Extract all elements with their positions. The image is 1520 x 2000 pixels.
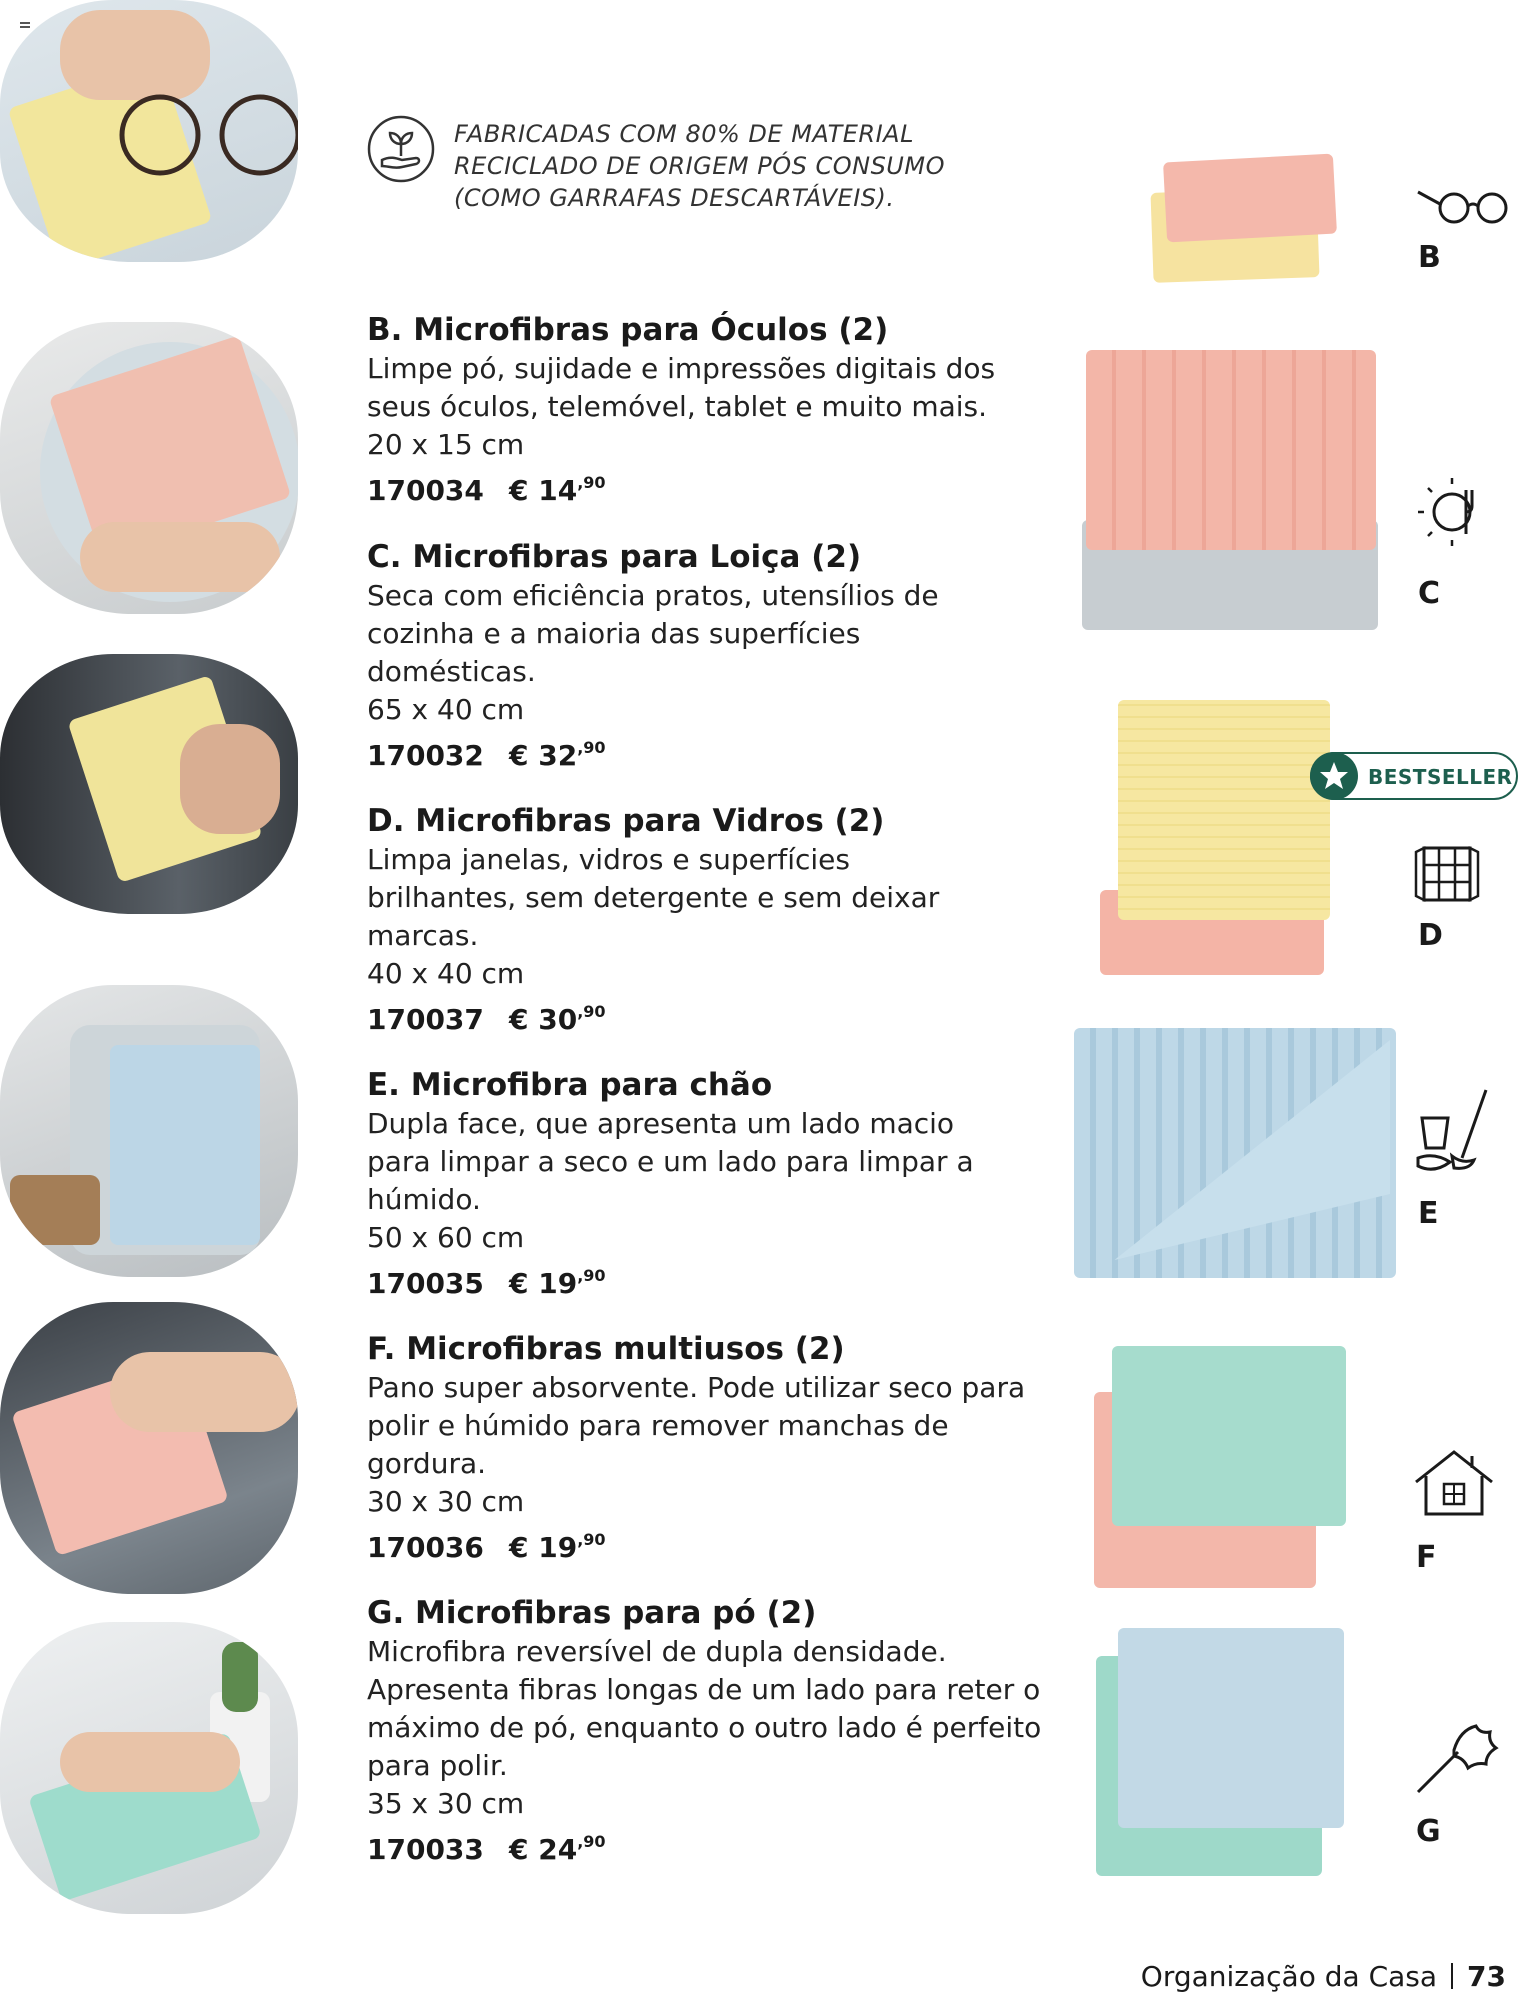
- eco-note-line: FABRICADAS COM 80% DE MATERIAL: [454, 120, 914, 148]
- product-code: 170037: [367, 1003, 484, 1036]
- product-description: Dupla face, que apresenta um lado macio para limpar a seco e um lado para limpar a húmido.: [367, 1107, 974, 1216]
- eco-note: [454, 118, 1014, 214]
- photo-glasses-cleaning: [0, 0, 298, 262]
- house-icon: [1412, 1448, 1496, 1518]
- photo-car-cleaning: [0, 1302, 298, 1594]
- photo-dusting: [0, 1622, 298, 1914]
- product-size: 40 x 40 cm: [367, 957, 525, 990]
- product-code: 170036: [367, 1531, 484, 1564]
- product-letter: B: [1418, 240, 1441, 275]
- product-price-row: [367, 1521, 1047, 1567]
- product-price-row: [367, 1823, 1047, 1869]
- product-description: Limpe pó, sujidade e impressões digitais dos seus óculos, telemóvel, tablet e muito mais.: [367, 352, 996, 423]
- product-price-cents: ,90: [577, 1266, 606, 1285]
- product-size: 65 x 40 cm: [367, 693, 525, 726]
- product-price-cents: ,90: [577, 1002, 606, 1021]
- product-code: 170032: [367, 739, 484, 772]
- photo-window-cleaning: [0, 654, 298, 914]
- product-price-cents: ,90: [577, 1530, 606, 1549]
- product-letter: E: [1418, 1196, 1439, 1231]
- bestseller-badge: [1310, 752, 1518, 800]
- product-price-row: [367, 993, 1047, 1039]
- product-letter: F: [1416, 1540, 1437, 1575]
- product-price: € 24: [509, 1833, 578, 1866]
- product-title: C. Microfibras para Loiça (2): [367, 539, 862, 575]
- window-icon: [1414, 844, 1480, 904]
- product-f: [367, 1329, 1047, 1567]
- product-description: Limpa janelas, vidros e superfícies brilhantes, sem detergente e sem deixar marcas.: [367, 843, 940, 952]
- feather-duster-icon: [1414, 1720, 1500, 1796]
- mop-bucket-icon: [1414, 1086, 1494, 1176]
- product-price-cents: ,90: [577, 1832, 606, 1851]
- page-number: 73: [1467, 1960, 1506, 1993]
- product-description: Seca com eficiência pratos, utensílios de cozinha e a maioria das superfícies domésticas.: [367, 579, 939, 688]
- product-letter: G: [1416, 1814, 1441, 1849]
- product-c: [367, 537, 1047, 775]
- product-price: € 30: [509, 1003, 578, 1036]
- section-name: Organização da Casa: [1140, 1960, 1438, 1993]
- product-b: [367, 310, 1047, 510]
- product-price-cents: ,90: [577, 473, 606, 492]
- product-title: G. Microfibras para pó (2): [367, 1595, 817, 1631]
- product-price: € 19: [509, 1531, 578, 1564]
- product-size: 30 x 30 cm: [367, 1485, 525, 1518]
- plate-cutlery-icon: [1414, 476, 1494, 546]
- page-footer: [1141, 1960, 1506, 1993]
- product-title: E. Microfibra para chão: [367, 1067, 773, 1103]
- product-code: 170034: [367, 474, 484, 507]
- product-price-cents: ,90: [577, 738, 606, 757]
- product-size: 35 x 30 cm: [367, 1787, 525, 1820]
- product-letter: D: [1418, 918, 1443, 953]
- product-letter: C: [1418, 576, 1441, 611]
- eco-note-line: (COMO GARRAFAS DESCARTÁVEIS).: [454, 184, 895, 212]
- product-price-row: [367, 1257, 1047, 1303]
- glasses-icon: [1414, 182, 1514, 226]
- product-e: [367, 1065, 1047, 1303]
- product-price: € 32: [509, 739, 578, 772]
- product-g: [367, 1593, 1047, 1869]
- product-code: 170033: [367, 1833, 484, 1866]
- product-title: F. Microfibras multiusos (2): [367, 1331, 845, 1367]
- photo-dish-drying: [0, 322, 298, 614]
- badge-label: BESTSELLER: [1368, 765, 1513, 789]
- product-d: [367, 801, 1047, 1039]
- product-price: € 14: [509, 474, 578, 507]
- product-price-row: [367, 464, 1047, 510]
- product-size: 50 x 60 cm: [367, 1221, 525, 1254]
- eco-note-line: RECICLADO DE ORIGEM PÓS CONSUMO: [454, 152, 945, 180]
- product-size: 20 x 15 cm: [367, 428, 525, 461]
- product-price-row: [367, 729, 1047, 775]
- plant-hand-icon: [366, 114, 436, 184]
- product-code: 170035: [367, 1267, 484, 1300]
- product-description: Pano super absorvente. Pode utilizar seco para polir e húmido para remover manchas de gordura.: [367, 1371, 1026, 1480]
- photo-floor-bucket: [0, 985, 298, 1277]
- product-price: € 19: [509, 1267, 578, 1300]
- star-icon: [1310, 752, 1358, 800]
- product-description: Microfibra reversível de dupla densidade. Apresenta fibras longas de um lado para reter o máximo de pó, enquanto o outro lado é perfeito para polir.: [367, 1635, 1042, 1782]
- product-title: D. Microfibras para Vidros (2): [367, 803, 885, 839]
- footer-divider: [1451, 1963, 1453, 1989]
- product-title: B. Microfibras para Óculos (2): [367, 312, 889, 348]
